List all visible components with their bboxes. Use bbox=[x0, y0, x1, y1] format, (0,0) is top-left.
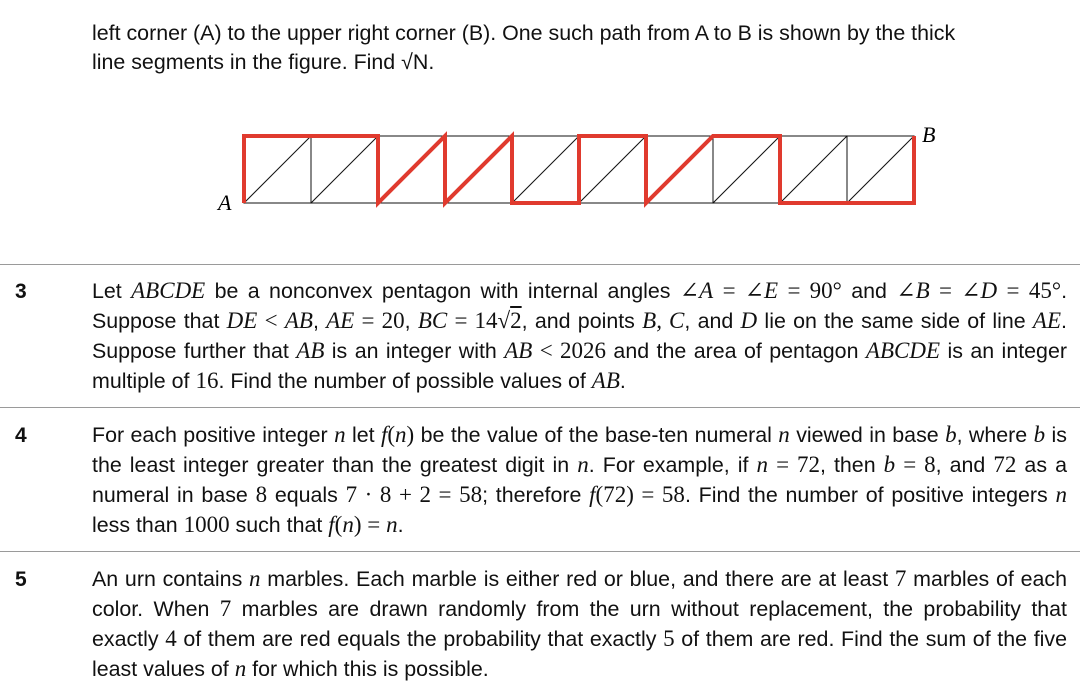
divider bbox=[0, 264, 1080, 265]
grid-diagonal bbox=[579, 136, 646, 203]
problem-5-text: An urn contains n marbles. Each marble is either red or blue, and there are at least 7 marbles of each color. When 7 marbles are drawn randomly from the urn without replacement, the probability that exactly 4 of them are red equals the probability that exactly 5 of them are red. Find the sum of the five least values of n for which this is possible. bbox=[92, 566, 1067, 681]
label-a: A bbox=[218, 190, 232, 215]
problem-4-text: For each positive integer n let f(n) be the value of the base-ten numeral n viewed in base b, where b is the least integer greater than the greatest digit in n. For example, if n = 72, then b = 8, and 72 as a numeral in base 8 equals 7 · 8 + 2 = 58; therefore f(72) = 58. Find the number of positive integers n less than 1000 such that f(n) = n. bbox=[92, 422, 1067, 537]
divider bbox=[0, 407, 1080, 408]
grid-diagonal bbox=[847, 136, 914, 203]
problem-3-text: Let ABCDE be a nonconvex pentagon with internal angles ∠A = ∠E = 90° and ∠B = ∠D = 45°. Suppose that DE < AB, AE = 20, BC = 14√2, and points B, C, and D lie on the same side of line AE. Suppose further that AB is an integer with AB < 2026 and the area of pentagon ABCDE is an integer multiple of 16. Find the number of possible values of AB. bbox=[92, 278, 1068, 393]
problem-number: 3 bbox=[15, 280, 27, 303]
grid-diagonal bbox=[311, 136, 378, 203]
label-b: B bbox=[922, 122, 936, 147]
problem-number: 4 bbox=[15, 424, 27, 447]
grid-diagonal bbox=[244, 136, 311, 203]
grid-diagonal bbox=[512, 136, 579, 203]
lattice-path-figure bbox=[200, 118, 960, 218]
intro-line-2: line segments in the figure. Find √N. bbox=[92, 50, 435, 74]
intro-line-1: left corner (A) to the upper right corner (B). One such path from A to B is shown by the thick bbox=[92, 21, 956, 45]
grid-diagonal bbox=[713, 136, 780, 203]
grid-diagonal bbox=[780, 136, 847, 203]
divider bbox=[0, 551, 1080, 552]
problem-2-continuation bbox=[92, 19, 1067, 77]
problem-number: 5 bbox=[15, 568, 27, 591]
